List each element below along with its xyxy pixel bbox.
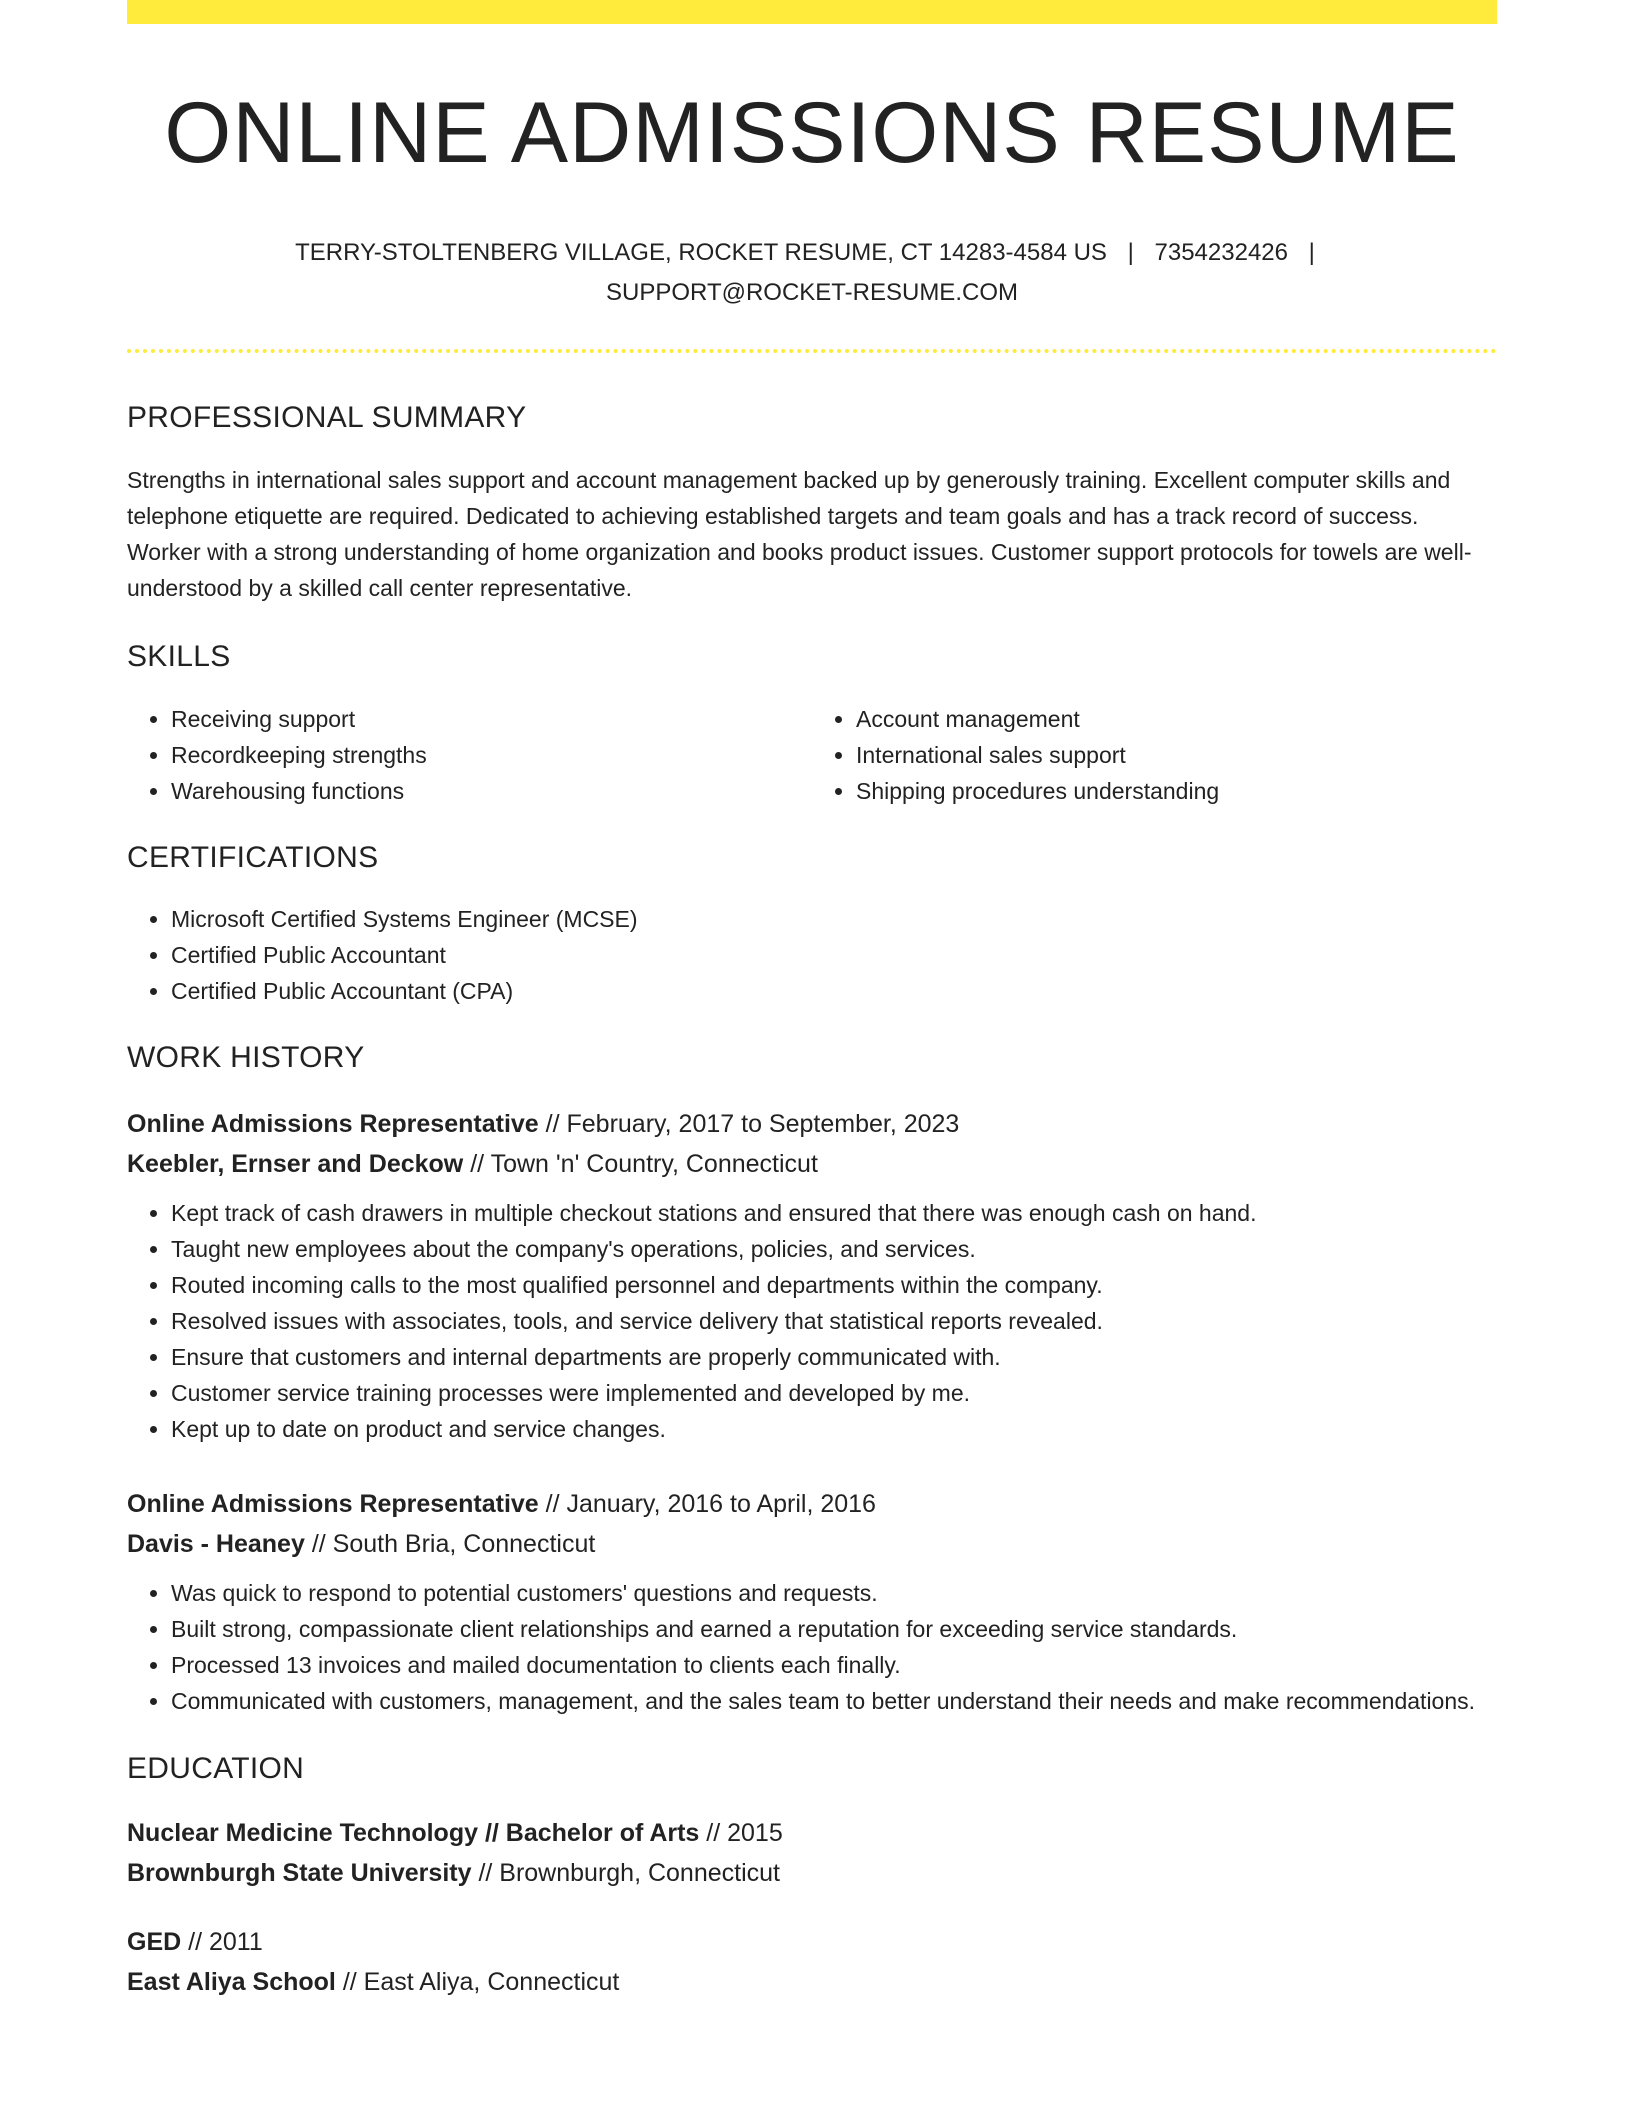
contact-phone: 7354232426 bbox=[1154, 238, 1288, 266]
education-location: // East Aliya, Connecticut bbox=[335, 1967, 620, 1996]
certifications-list bbox=[127, 901, 1497, 1009]
contact-address: TERRY-STOLTENBERG VILLAGE, ROCKET RESUME, CT 14283-4584 US bbox=[295, 238, 1107, 266]
job-bullet: • Kept up to date on product and service changes. bbox=[171, 1411, 1497, 1447]
job-bullet: • Customer service training processes were implemented and developed by me. bbox=[171, 1375, 1497, 1411]
job-entry bbox=[127, 1104, 1497, 1447]
education-degree-line bbox=[127, 1922, 1497, 1962]
summary-heading: PROFESSIONAL SUMMARY bbox=[127, 400, 527, 434]
certification-item: • Certified Public Accountant (CPA) bbox=[171, 973, 1497, 1009]
skills-columns bbox=[127, 701, 1497, 809]
skills-left-list bbox=[127, 701, 812, 809]
job-bullet: • Processed 13 invoices and mailed documentation to clients each finally. bbox=[171, 1647, 1497, 1683]
job-company: Keebler, Ernser and Deckow bbox=[127, 1149, 464, 1178]
resume-page bbox=[127, 0, 1497, 2002]
education-degree: Nuclear Medicine Technology // Bachelor of Arts bbox=[127, 1818, 700, 1847]
education-school-line bbox=[127, 1962, 1497, 2002]
job-role-line bbox=[127, 1104, 1497, 1144]
education-degree-line bbox=[127, 1813, 1497, 1853]
job-bullet: • Resolved issues with associates, tools, and service delivery that statistical reports revealed. bbox=[171, 1303, 1497, 1339]
education-year: // 2015 bbox=[699, 1818, 783, 1847]
certification-item: • Microsoft Certified Systems Engineer (MCSE) bbox=[171, 901, 1497, 937]
job-dates: // January, 2016 to April, 2016 bbox=[538, 1489, 876, 1518]
skills-heading: SKILLS bbox=[127, 639, 231, 673]
education-location: // Brownburgh, Connecticut bbox=[471, 1858, 780, 1887]
job-role: Online Admissions Representative bbox=[127, 1489, 539, 1518]
job-company: Davis - Heaney bbox=[127, 1529, 305, 1558]
education-heading: EDUCATION bbox=[127, 1751, 305, 1785]
job-company-line bbox=[127, 1524, 1497, 1564]
skill-item: • Account management bbox=[856, 701, 1497, 737]
job-role-line bbox=[127, 1484, 1497, 1524]
job-bullets bbox=[127, 1195, 1497, 1447]
education-entry bbox=[127, 1813, 1497, 1893]
education-school: Brownburgh State University bbox=[127, 1858, 472, 1887]
certification-item: • Certified Public Accountant bbox=[171, 937, 1497, 973]
contact-separator: | bbox=[1127, 238, 1134, 266]
job-bullet: • Communicated with customers, management, and the sales team to better understand their needs and make recommendations. bbox=[171, 1683, 1497, 1719]
job-bullet: • Kept track of cash drawers in multiple checkout stations and ensured that there was enough cash on hand. bbox=[171, 1195, 1497, 1231]
education-school-line bbox=[127, 1853, 1497, 1893]
education-school: East Aliya School bbox=[127, 1967, 336, 1996]
education-entry bbox=[127, 1922, 1497, 2002]
skills-right-list bbox=[812, 701, 1497, 809]
header-divider bbox=[127, 349, 1497, 353]
job-role: Online Admissions Representative bbox=[127, 1109, 539, 1138]
skill-item: • Receiving support bbox=[171, 701, 812, 737]
skill-item: • International sales support bbox=[856, 737, 1497, 773]
top-accent-bar bbox=[127, 0, 1497, 24]
job-bullet: • Built strong, compassionate client relationships and earned a reputation for exceeding service standards. bbox=[171, 1611, 1497, 1647]
education-degree: GED bbox=[127, 1927, 182, 1956]
work-history-heading: WORK HISTORY bbox=[127, 1040, 365, 1074]
job-company-line bbox=[127, 1144, 1497, 1184]
certifications-heading: CERTIFICATIONS bbox=[127, 840, 379, 874]
resume-title: ONLINE ADMISSIONS RESUME bbox=[164, 85, 1460, 181]
contact-separator: | bbox=[1308, 238, 1315, 266]
job-location: // South Bria, Connecticut bbox=[304, 1529, 596, 1558]
education-year: // 2011 bbox=[181, 1927, 263, 1956]
skill-item: • Recordkeeping strengths bbox=[171, 737, 812, 773]
summary-text: Strengths in international sales support and account management backed up by generously training. Excellent computer skills and telephone etiquette are required. Dedicated to achieving established targets and team goals and has a track record of success. Worker with a strong understanding of home organization and books product issues. Customer support protocols for towels are well-understood by a skilled call center representative. bbox=[127, 466, 1472, 601]
job-bullet: • Taught new employees about the company's operations, policies, and services. bbox=[171, 1231, 1497, 1267]
contact-email: SUPPORT@ROCKET-RESUME.COM bbox=[606, 278, 1018, 306]
skill-item: • Shipping procedures understanding bbox=[856, 773, 1497, 809]
job-bullet: • Was quick to respond to potential customers' questions and requests. bbox=[171, 1575, 1497, 1611]
skill-item: • Warehousing functions bbox=[171, 773, 812, 809]
job-location: // Town 'n' Country, Connecticut bbox=[463, 1149, 818, 1178]
job-dates: // February, 2017 to September, 2023 bbox=[538, 1109, 960, 1138]
job-entry bbox=[127, 1484, 1497, 1719]
contact-info bbox=[127, 233, 1497, 313]
job-bullets bbox=[127, 1575, 1497, 1719]
job-bullet: • Ensure that customers and internal departments are properly communicated with. bbox=[171, 1339, 1497, 1375]
job-bullet: • Routed incoming calls to the most qualified personnel and departments within the company. bbox=[171, 1267, 1497, 1303]
